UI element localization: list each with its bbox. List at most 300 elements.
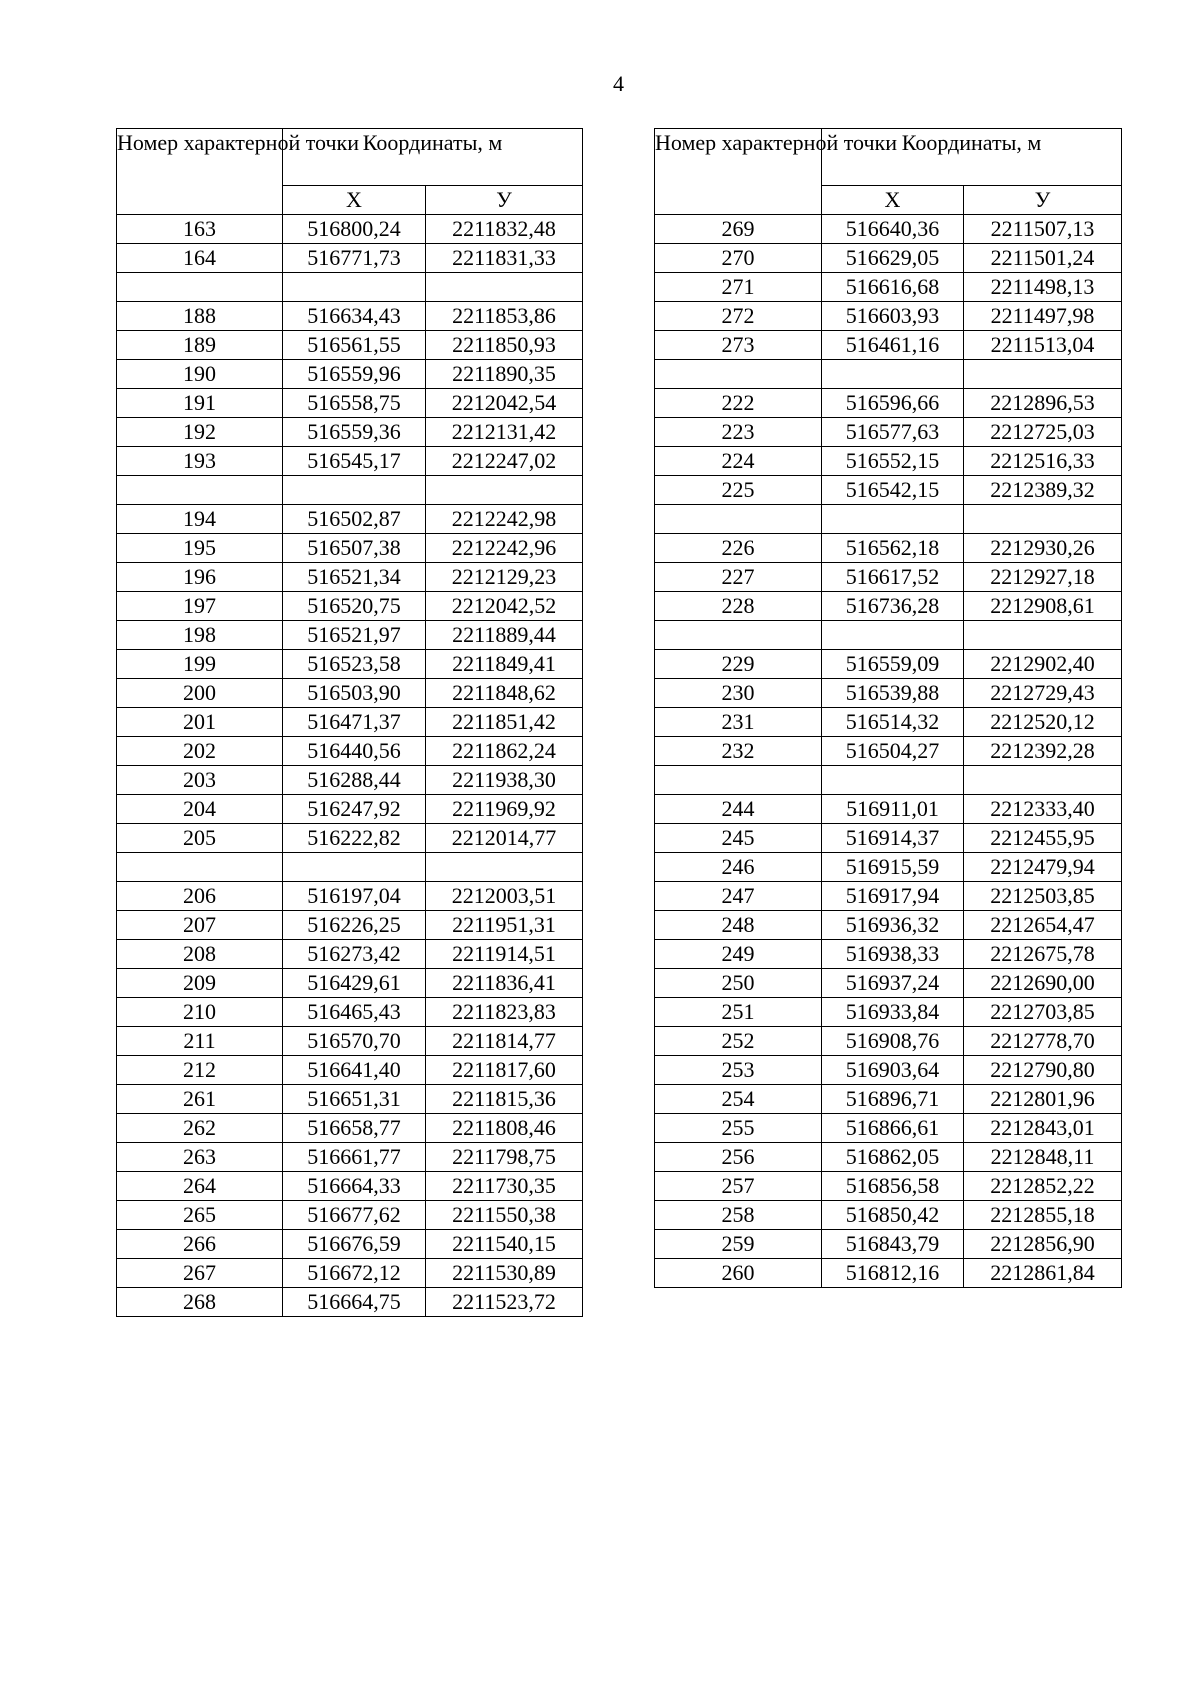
x-coordinate-cell <box>283 273 426 302</box>
table-row <box>655 1172 1122 1201</box>
x-coordinate-cell: 516570,70 <box>283 1027 426 1056</box>
y-coordinate-cell: 2212333,40 <box>964 795 1122 824</box>
x-coordinate-cell: 516915,59 <box>822 853 964 882</box>
table-row <box>655 592 1122 621</box>
y-coordinate-cell: 2212675,78 <box>964 940 1122 969</box>
table-row <box>655 302 1122 331</box>
y-coordinate-cell <box>964 360 1122 389</box>
point-number-cell: 253 <box>655 1056 822 1085</box>
table-row <box>117 1114 583 1143</box>
table-row <box>655 824 1122 853</box>
x-coordinate-cell: 516503,90 <box>283 679 426 708</box>
table-row <box>655 505 1122 534</box>
table-row <box>655 1114 1122 1143</box>
table-row <box>655 1027 1122 1056</box>
y-coordinate-cell: 2212856,90 <box>964 1230 1122 1259</box>
point-number-cell: 271 <box>655 273 822 302</box>
y-coordinate-cell: 2212242,96 <box>426 534 583 563</box>
point-number-cell: 249 <box>655 940 822 969</box>
table-row <box>117 650 583 679</box>
x-coordinate-cell: 516562,18 <box>822 534 964 563</box>
point-number-cell: 223 <box>655 418 822 447</box>
table-row <box>117 360 583 389</box>
point-number-cell: 230 <box>655 679 822 708</box>
y-coordinate-cell <box>964 621 1122 650</box>
table-row <box>117 592 583 621</box>
y-coordinate-cell: 2212654,47 <box>964 911 1122 940</box>
point-number-cell: 203 <box>117 766 283 795</box>
table-row <box>655 1085 1122 1114</box>
x-coordinate-cell: 516559,96 <box>283 360 426 389</box>
table-row <box>655 853 1122 882</box>
x-coordinate-cell: 516664,75 <box>283 1288 426 1317</box>
point-number-cell: 210 <box>117 998 283 1027</box>
point-number-cell: 254 <box>655 1085 822 1114</box>
table-row <box>117 940 583 969</box>
y-coordinate-cell: 2211851,42 <box>426 708 583 737</box>
table-row <box>655 360 1122 389</box>
point-number-cell: 209 <box>117 969 283 998</box>
point-number-cell: 202 <box>117 737 283 766</box>
point-number-cell: 195 <box>117 534 283 563</box>
point-number-cell: 260 <box>655 1259 822 1288</box>
table-body-left <box>117 215 583 1317</box>
table-row <box>655 621 1122 650</box>
table-row <box>117 1230 583 1259</box>
y-coordinate-cell: 2212690,00 <box>964 969 1122 998</box>
x-coordinate-cell: 516197,04 <box>283 882 426 911</box>
x-coordinate-cell: 516521,97 <box>283 621 426 650</box>
table-row <box>117 853 583 882</box>
y-coordinate-cell: 2212848,11 <box>964 1143 1122 1172</box>
table-row <box>117 1172 583 1201</box>
point-number-cell: 265 <box>117 1201 283 1230</box>
point-number-cell: 199 <box>117 650 283 679</box>
table-row <box>117 418 583 447</box>
y-coordinate-cell: 2211523,72 <box>426 1288 583 1317</box>
x-coordinate-cell: 516933,84 <box>822 998 964 1027</box>
table-row <box>117 708 583 737</box>
x-coordinate-cell: 516558,75 <box>283 389 426 418</box>
y-coordinate-cell: 2211498,13 <box>964 273 1122 302</box>
point-number-cell <box>655 766 822 795</box>
x-coordinate-cell: 516661,77 <box>283 1143 426 1172</box>
table-row <box>655 969 1122 998</box>
point-number-cell: 246 <box>655 853 822 882</box>
point-number-cell: 193 <box>117 447 283 476</box>
y-coordinate-cell: 2212852,22 <box>964 1172 1122 1201</box>
table-row <box>655 940 1122 969</box>
table-row <box>117 911 583 940</box>
y-coordinate-cell: 2212479,94 <box>964 853 1122 882</box>
point-number-cell: 211 <box>117 1027 283 1056</box>
point-number-cell: 247 <box>655 882 822 911</box>
x-coordinate-cell: 516502,87 <box>283 505 426 534</box>
table-row <box>117 273 583 302</box>
table-row <box>655 1056 1122 1085</box>
point-number-cell: 207 <box>117 911 283 940</box>
x-coordinate-cell: 516736,28 <box>822 592 964 621</box>
table-row <box>655 766 1122 795</box>
table-row <box>117 215 583 244</box>
y-coordinate-cell: 2211814,77 <box>426 1027 583 1056</box>
point-number-cell: 263 <box>117 1143 283 1172</box>
x-coordinate-cell: 516552,15 <box>822 447 964 476</box>
x-coordinate-cell: 516676,59 <box>283 1230 426 1259</box>
y-coordinate-cell: 2212516,33 <box>964 447 1122 476</box>
y-coordinate-cell: 2211850,93 <box>426 331 583 360</box>
table-row <box>655 1143 1122 1172</box>
y-coordinate-cell: 2212703,85 <box>964 998 1122 1027</box>
y-coordinate-cell <box>964 505 1122 534</box>
point-number-cell: 206 <box>117 882 283 911</box>
point-number-cell <box>117 273 283 302</box>
table-row <box>117 969 583 998</box>
x-coordinate-cell: 516896,71 <box>822 1085 964 1114</box>
point-number-cell: 244 <box>655 795 822 824</box>
x-coordinate-cell: 516856,58 <box>822 1172 964 1201</box>
point-number-cell: 266 <box>117 1230 283 1259</box>
table-row <box>655 476 1122 505</box>
y-coordinate-cell: 2212927,18 <box>964 563 1122 592</box>
x-coordinate-cell: 516908,76 <box>822 1027 964 1056</box>
x-coordinate-cell: 516843,79 <box>822 1230 964 1259</box>
point-number-cell: 197 <box>117 592 283 621</box>
x-coordinate-cell: 516771,73 <box>283 244 426 273</box>
point-number-cell: 228 <box>655 592 822 621</box>
table-row <box>655 273 1122 302</box>
y-coordinate-cell: 2212392,28 <box>964 737 1122 766</box>
point-number-cell: 272 <box>655 302 822 331</box>
table-row <box>117 795 583 824</box>
x-coordinate-cell: 516629,05 <box>822 244 964 273</box>
table-row <box>117 621 583 650</box>
x-coordinate-cell: 516917,94 <box>822 882 964 911</box>
point-number-cell: 190 <box>117 360 283 389</box>
point-number-cell: 252 <box>655 1027 822 1056</box>
table-body-right <box>655 215 1122 1288</box>
point-number-cell: 196 <box>117 563 283 592</box>
table-row <box>655 1230 1122 1259</box>
point-number-cell: 163 <box>117 215 283 244</box>
x-coordinate-cell: 516658,77 <box>283 1114 426 1143</box>
y-coordinate-cell: 2211849,41 <box>426 650 583 679</box>
table-row <box>117 1288 583 1317</box>
y-coordinate-cell <box>426 476 583 505</box>
x-coordinate-cell: 516850,42 <box>822 1201 964 1230</box>
y-header: У <box>426 186 583 215</box>
x-header: Х <box>822 186 964 215</box>
x-coordinate-cell: 516440,56 <box>283 737 426 766</box>
table-row <box>117 882 583 911</box>
y-coordinate-cell: 2211501,24 <box>964 244 1122 273</box>
table-row <box>117 679 583 708</box>
point-number-cell: 270 <box>655 244 822 273</box>
coordinates-table-right <box>654 128 1122 1288</box>
y-coordinate-cell: 2212042,54 <box>426 389 583 418</box>
y-coordinate-cell: 2212861,84 <box>964 1259 1122 1288</box>
y-coordinate-cell: 2211817,60 <box>426 1056 583 1085</box>
x-coordinate-cell: 516596,66 <box>822 389 964 418</box>
x-coordinate-cell: 516471,37 <box>283 708 426 737</box>
y-header: У <box>964 186 1122 215</box>
x-coordinate-cell: 516862,05 <box>822 1143 964 1172</box>
y-coordinate-cell: 2211969,92 <box>426 795 583 824</box>
table-row <box>655 737 1122 766</box>
table-row <box>655 679 1122 708</box>
y-coordinate-cell <box>426 853 583 882</box>
y-coordinate-cell: 2211823,83 <box>426 998 583 1027</box>
x-coordinate-cell: 516521,34 <box>283 563 426 592</box>
y-coordinate-cell: 2211951,31 <box>426 911 583 940</box>
point-number-cell: 226 <box>655 534 822 563</box>
y-coordinate-cell: 2212129,23 <box>426 563 583 592</box>
y-coordinate-cell: 2211889,44 <box>426 621 583 650</box>
y-coordinate-cell: 2211848,62 <box>426 679 583 708</box>
table-row <box>117 389 583 418</box>
x-coordinate-cell: 516641,40 <box>283 1056 426 1085</box>
point-number-cell: 229 <box>655 650 822 679</box>
point-number-cell: 189 <box>117 331 283 360</box>
point-number-cell <box>655 505 822 534</box>
x-coordinate-cell <box>822 621 964 650</box>
point-number-cell: 201 <box>117 708 283 737</box>
y-coordinate-cell <box>426 273 583 302</box>
point-number-cell: 255 <box>655 1114 822 1143</box>
x-coordinate-cell: 516520,75 <box>283 592 426 621</box>
x-coordinate-cell: 516616,68 <box>822 273 964 302</box>
x-coordinate-cell: 516539,88 <box>822 679 964 708</box>
y-coordinate-cell: 2212843,01 <box>964 1114 1122 1143</box>
point-number-cell: 250 <box>655 969 822 998</box>
table-row <box>117 1085 583 1114</box>
x-header: Х <box>283 186 426 215</box>
y-coordinate-cell: 2212520,12 <box>964 708 1122 737</box>
table-row <box>655 911 1122 940</box>
point-number-cell: 267 <box>117 1259 283 1288</box>
x-coordinate-cell <box>822 360 964 389</box>
point-number-cell: 191 <box>117 389 283 418</box>
point-number-cell: 264 <box>117 1172 283 1201</box>
y-coordinate-cell: 2211862,24 <box>426 737 583 766</box>
y-coordinate-cell: 2212778,70 <box>964 1027 1122 1056</box>
x-coordinate-cell: 516677,62 <box>283 1201 426 1230</box>
x-coordinate-cell: 516651,31 <box>283 1085 426 1114</box>
y-coordinate-cell: 2212729,43 <box>964 679 1122 708</box>
table-row <box>655 1259 1122 1288</box>
y-coordinate-cell: 2212042,52 <box>426 592 583 621</box>
x-coordinate-cell: 516507,38 <box>283 534 426 563</box>
point-number-cell: 256 <box>655 1143 822 1172</box>
x-coordinate-cell: 516617,52 <box>822 563 964 592</box>
point-number-cell: 198 <box>117 621 283 650</box>
table-row <box>655 215 1122 244</box>
x-coordinate-cell: 516914,37 <box>822 824 964 853</box>
y-coordinate-cell: 2212014,77 <box>426 824 583 853</box>
point-number-cell: 192 <box>117 418 283 447</box>
point-number-header: Номер характерной точки <box>117 129 283 215</box>
y-coordinate-cell: 2212725,03 <box>964 418 1122 447</box>
y-coordinate-cell: 2212131,42 <box>426 418 583 447</box>
point-number-cell: 248 <box>655 911 822 940</box>
point-number-cell: 251 <box>655 998 822 1027</box>
x-coordinate-cell: 516504,27 <box>822 737 964 766</box>
point-number-header: Номер характерной точки <box>655 129 822 215</box>
coordinates-table-left <box>116 128 583 1317</box>
x-coordinate-cell: 516542,15 <box>822 476 964 505</box>
point-number-cell: 268 <box>117 1288 283 1317</box>
point-number-cell <box>117 476 283 505</box>
x-coordinate-cell: 516545,17 <box>283 447 426 476</box>
y-coordinate-cell: 2211530,89 <box>426 1259 583 1288</box>
table-row <box>655 1201 1122 1230</box>
table-row <box>655 418 1122 447</box>
table-row <box>117 447 583 476</box>
x-coordinate-cell: 516812,16 <box>822 1259 964 1288</box>
y-coordinate-cell: 2211914,51 <box>426 940 583 969</box>
point-number-cell: 212 <box>117 1056 283 1085</box>
point-number-cell: 194 <box>117 505 283 534</box>
point-number-cell <box>117 853 283 882</box>
point-number-cell: 232 <box>655 737 822 766</box>
x-coordinate-cell: 516672,12 <box>283 1259 426 1288</box>
table-row <box>655 534 1122 563</box>
y-coordinate-cell: 2211831,33 <box>426 244 583 273</box>
point-number-cell: 164 <box>117 244 283 273</box>
point-number-cell: 205 <box>117 824 283 853</box>
y-coordinate-cell: 2211890,35 <box>426 360 583 389</box>
point-number-cell: 224 <box>655 447 822 476</box>
x-coordinate-cell: 516800,24 <box>283 215 426 244</box>
table-row <box>117 331 583 360</box>
x-coordinate-cell: 516222,82 <box>283 824 426 853</box>
table-row <box>117 302 583 331</box>
point-number-cell: 245 <box>655 824 822 853</box>
x-coordinate-cell <box>283 476 426 505</box>
x-coordinate-cell: 516247,92 <box>283 795 426 824</box>
x-coordinate-cell: 516903,64 <box>822 1056 964 1085</box>
point-number-cell: 231 <box>655 708 822 737</box>
point-number-cell: 200 <box>117 679 283 708</box>
x-coordinate-cell: 516603,93 <box>822 302 964 331</box>
y-coordinate-cell: 2211798,75 <box>426 1143 583 1172</box>
x-coordinate-cell: 516866,61 <box>822 1114 964 1143</box>
y-coordinate-cell: 2212902,40 <box>964 650 1122 679</box>
y-coordinate-cell: 2211513,04 <box>964 331 1122 360</box>
point-number-cell: 269 <box>655 215 822 244</box>
table-row <box>117 476 583 505</box>
y-coordinate-cell: 2212389,32 <box>964 476 1122 505</box>
point-number-cell: 259 <box>655 1230 822 1259</box>
x-coordinate-cell: 516559,36 <box>283 418 426 447</box>
y-coordinate-cell: 2212930,26 <box>964 534 1122 563</box>
y-coordinate-cell: 2212908,61 <box>964 592 1122 621</box>
table-row <box>117 766 583 795</box>
y-coordinate-cell: 2211507,13 <box>964 215 1122 244</box>
table-row <box>655 447 1122 476</box>
y-coordinate-cell: 2212503,85 <box>964 882 1122 911</box>
x-coordinate-cell: 516559,09 <box>822 650 964 679</box>
x-coordinate-cell: 516936,32 <box>822 911 964 940</box>
y-coordinate-cell: 2211815,36 <box>426 1085 583 1114</box>
x-coordinate-cell: 516288,44 <box>283 766 426 795</box>
y-coordinate-cell: 2212247,02 <box>426 447 583 476</box>
y-coordinate-cell: 2212896,53 <box>964 389 1122 418</box>
y-coordinate-cell: 2211808,46 <box>426 1114 583 1143</box>
x-coordinate-cell: 516640,36 <box>822 215 964 244</box>
y-coordinate-cell: 2211836,41 <box>426 969 583 998</box>
table-row <box>655 882 1122 911</box>
x-coordinate-cell <box>822 766 964 795</box>
x-coordinate-cell: 516461,16 <box>822 331 964 360</box>
table-row <box>117 244 583 273</box>
point-number-cell <box>655 621 822 650</box>
y-coordinate-cell: 2211832,48 <box>426 215 583 244</box>
table-row <box>655 244 1122 273</box>
point-number-cell: 204 <box>117 795 283 824</box>
table-row <box>117 1027 583 1056</box>
table-row <box>655 389 1122 418</box>
y-coordinate-cell: 2212003,51 <box>426 882 583 911</box>
y-coordinate-cell: 2211938,30 <box>426 766 583 795</box>
table-row <box>117 505 583 534</box>
y-coordinate-cell: 2212801,96 <box>964 1085 1122 1114</box>
page-number: 4 <box>613 71 624 96</box>
point-number-cell: 222 <box>655 389 822 418</box>
x-coordinate-cell: 516561,55 <box>283 331 426 360</box>
y-coordinate-cell: 2211540,15 <box>426 1230 583 1259</box>
table-row <box>655 708 1122 737</box>
table-row <box>655 795 1122 824</box>
x-coordinate-cell: 516911,01 <box>822 795 964 824</box>
table-row <box>117 737 583 766</box>
x-coordinate-cell: 516523,58 <box>283 650 426 679</box>
table-row <box>117 1056 583 1085</box>
table-row <box>117 998 583 1027</box>
x-coordinate-cell: 516465,43 <box>283 998 426 1027</box>
y-coordinate-cell: 2211497,98 <box>964 302 1122 331</box>
y-coordinate-cell: 2212855,18 <box>964 1201 1122 1230</box>
y-coordinate-cell: 2211730,35 <box>426 1172 583 1201</box>
table-row <box>117 824 583 853</box>
point-number-cell: 257 <box>655 1172 822 1201</box>
table-row <box>655 998 1122 1027</box>
x-coordinate-cell: 516664,33 <box>283 1172 426 1201</box>
x-coordinate-cell: 516577,63 <box>822 418 964 447</box>
y-coordinate-cell <box>964 766 1122 795</box>
x-coordinate-cell: 516514,32 <box>822 708 964 737</box>
table-row <box>655 331 1122 360</box>
y-coordinate-cell: 2212455,95 <box>964 824 1122 853</box>
x-coordinate-cell: 516429,61 <box>283 969 426 998</box>
y-coordinate-cell: 2212790,80 <box>964 1056 1122 1085</box>
x-coordinate-cell: 516226,25 <box>283 911 426 940</box>
point-number-cell: 227 <box>655 563 822 592</box>
x-coordinate-cell: 516938,33 <box>822 940 964 969</box>
point-number-cell: 273 <box>655 331 822 360</box>
point-number-cell: 225 <box>655 476 822 505</box>
x-coordinate-cell <box>822 505 964 534</box>
point-number-cell <box>655 360 822 389</box>
coordinates-header: Координаты, м <box>283 129 583 186</box>
point-number-cell: 188 <box>117 302 283 331</box>
x-coordinate-cell: 516634,43 <box>283 302 426 331</box>
coordinates-header: Координаты, м <box>822 129 1122 186</box>
point-number-cell: 258 <box>655 1201 822 1230</box>
x-coordinate-cell: 516273,42 <box>283 940 426 969</box>
y-coordinate-cell: 2211853,86 <box>426 302 583 331</box>
table-row <box>117 534 583 563</box>
